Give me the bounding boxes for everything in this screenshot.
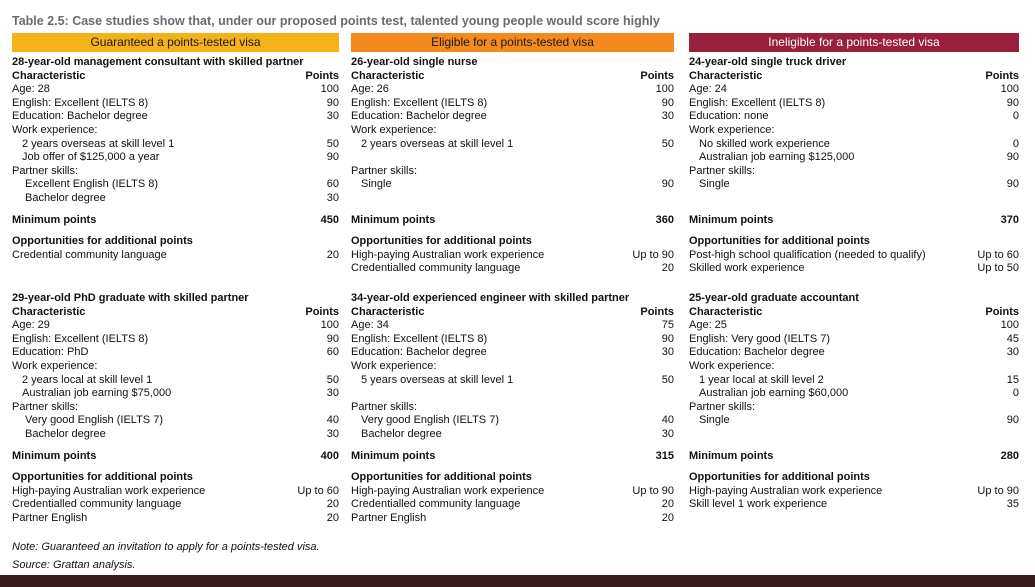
characteristic-row-label: Education: Bachelor degree xyxy=(351,346,487,359)
characteristic-row xyxy=(351,387,674,401)
characteristic-row xyxy=(12,401,339,415)
minimum-points-row xyxy=(12,450,339,464)
case-title xyxy=(689,292,1019,306)
column-labels xyxy=(689,306,1019,320)
opportunity-row-points: 35 xyxy=(1006,498,1019,511)
spacer xyxy=(12,463,339,471)
characteristic-row-points: 30 xyxy=(1006,346,1019,359)
characteristic-row-label: Very good English (IELTS 7) xyxy=(361,414,499,427)
characteristic-row xyxy=(351,97,674,111)
characteristic-row xyxy=(689,319,1019,333)
characteristic-row-label: Age: 34 xyxy=(351,319,389,332)
opportunity-row-label: Partner English xyxy=(12,511,88,524)
characteristic-row-label: Very good English (IELTS 7) xyxy=(25,414,163,427)
characteristic-row-label: Education: none xyxy=(689,110,769,123)
characteristic-row xyxy=(689,178,1019,192)
opportunity-row xyxy=(351,262,674,276)
minimum-points-row-label: Minimum points xyxy=(689,213,774,226)
characteristic-row-points: 90 xyxy=(1006,96,1019,109)
case-title xyxy=(12,56,339,70)
minimum-points-row-points: 315 xyxy=(655,449,674,462)
characteristic-row-points: 90 xyxy=(661,332,674,345)
case-title xyxy=(351,292,674,306)
characteristic-row-label: Australian job earning $75,000 xyxy=(22,387,172,400)
characteristic-row-points: 45 xyxy=(1006,332,1019,345)
minimum-points-row xyxy=(689,214,1019,228)
characteristic-row xyxy=(689,138,1019,152)
characteristic-row-label: Age: 29 xyxy=(12,319,50,332)
characteristic-row xyxy=(12,178,339,192)
characteristic-row xyxy=(351,138,674,152)
characteristic-row-label: 1 year local at skill level 2 xyxy=(699,373,824,386)
opportunities-heading xyxy=(689,235,1019,249)
opportunity-row xyxy=(351,498,674,512)
spacer xyxy=(689,206,1019,214)
characteristic-row-label: English: Excellent (IELTS 8) xyxy=(12,332,149,345)
characteristic-row xyxy=(689,360,1019,374)
spacer xyxy=(12,206,339,214)
opportunity-row-label: Credentialled community language xyxy=(351,498,521,511)
case-study xyxy=(12,292,339,526)
characteristic-row-points: 60 xyxy=(326,178,339,191)
characteristic-row-points: 100 xyxy=(655,83,674,96)
spacer xyxy=(689,227,1019,235)
characteristic-row xyxy=(351,374,674,388)
characteristic-row-points: 90 xyxy=(661,178,674,191)
characteristic-row-label: Work experience: xyxy=(689,359,775,372)
characteristic-row xyxy=(689,401,1019,415)
opportunity-row xyxy=(12,512,339,526)
opportunities-heading xyxy=(351,471,674,485)
characteristic-row-points: 15 xyxy=(1006,373,1019,386)
characteristic-row xyxy=(12,138,339,152)
characteristic-row-points: 0 xyxy=(1012,110,1019,123)
column-labels-label: Characteristic xyxy=(689,305,763,318)
opportunities-heading-label: Opportunities for additional points xyxy=(351,235,532,248)
opportunity-row-points: Up to 60 xyxy=(977,248,1019,261)
characteristic-row xyxy=(689,414,1019,428)
case-study xyxy=(689,56,1019,276)
opportunity-row-label: High-paying Australian work experience xyxy=(689,484,883,497)
case-title-label: 26-year-old single nurse xyxy=(351,56,478,68)
characteristic-row xyxy=(689,387,1019,401)
spacer xyxy=(12,442,339,450)
opportunities-heading xyxy=(12,235,339,249)
opportunities-heading xyxy=(689,471,1019,485)
characteristic-row xyxy=(351,319,674,333)
opportunity-row-label: Skilled work experience xyxy=(689,262,805,275)
opportunities-heading-label: Opportunities for additional points xyxy=(689,471,870,484)
characteristic-row-label: Australian job earning $60,000 xyxy=(699,387,849,400)
characteristic-row-label: Education: Bachelor degree xyxy=(689,346,825,359)
characteristic-row-label: Partner skills: xyxy=(689,400,756,413)
minimum-points-row-label: Minimum points xyxy=(689,449,774,462)
characteristic-row-label: No skilled work experience xyxy=(699,137,830,150)
characteristic-row xyxy=(12,333,339,347)
column-labels-points: Points xyxy=(640,69,674,82)
spacer xyxy=(351,442,674,450)
opportunity-row xyxy=(12,485,339,499)
characteristic-row xyxy=(351,83,674,97)
characteristic-row-points: 100 xyxy=(1000,83,1019,96)
characteristic-row xyxy=(12,360,339,374)
column-labels xyxy=(351,70,674,84)
characteristic-row xyxy=(12,151,339,165)
opportunity-row-label: High-paying Australian work experience xyxy=(351,248,545,261)
characteristic-row xyxy=(12,124,339,138)
opportunity-row-points: 20 xyxy=(661,262,674,275)
characteristic-row-points: 30 xyxy=(326,110,339,123)
characteristic-row-label: Job offer of $125,000 a year xyxy=(22,151,160,164)
characteristic-row-points: 30 xyxy=(326,427,339,440)
characteristic-row-points: 90 xyxy=(1006,178,1019,191)
characteristic-row xyxy=(689,428,1019,442)
characteristic-row xyxy=(689,165,1019,179)
case-title xyxy=(12,292,339,306)
case-title xyxy=(689,56,1019,70)
characteristic-row xyxy=(12,414,339,428)
spacer xyxy=(351,463,674,471)
characteristic-row xyxy=(351,178,674,192)
characteristic-row xyxy=(12,110,339,124)
opportunity-row xyxy=(12,498,339,512)
characteristic-row-label: Work experience: xyxy=(12,123,98,136)
case-study xyxy=(689,292,1019,512)
column-header-guaranteed: Guaranteed a points-tested visa xyxy=(12,33,339,52)
opportunity-row-points: 20 xyxy=(326,248,339,261)
column-labels-points: Points xyxy=(305,305,339,318)
column-header-ineligible: Ineligible for a points-tested visa xyxy=(689,33,1019,52)
opportunity-row-points: 20 xyxy=(326,511,339,524)
characteristic-row xyxy=(689,97,1019,111)
characteristic-row-label: 2 years overseas at skill level 1 xyxy=(22,137,175,150)
characteristic-row xyxy=(351,360,674,374)
minimum-points-row-label: Minimum points xyxy=(12,213,97,226)
minimum-points-row-points: 400 xyxy=(320,449,339,462)
characteristic-row xyxy=(351,346,674,360)
column-labels-label: Characteristic xyxy=(12,69,86,82)
minimum-points-row-label: Minimum points xyxy=(351,213,436,226)
minimum-points-row xyxy=(351,450,674,464)
characteristic-row-label: Partner skills: xyxy=(12,164,79,177)
characteristic-row-label: Bachelor degree xyxy=(361,427,442,440)
characteristic-row xyxy=(351,192,674,206)
case-study xyxy=(351,292,674,526)
opportunity-row xyxy=(689,498,1019,512)
characteristic-row xyxy=(12,428,339,442)
characteristic-row-points: 30 xyxy=(326,191,339,204)
characteristic-row xyxy=(689,192,1019,206)
column-labels xyxy=(12,70,339,84)
characteristic-row xyxy=(689,346,1019,360)
characteristic-row-points: 50 xyxy=(326,137,339,150)
minimum-points-row-points: 360 xyxy=(655,213,674,226)
opportunities-heading-label: Opportunities for additional points xyxy=(689,235,870,248)
characteristic-row-label: English: Excellent (IELTS 8) xyxy=(351,332,488,345)
characteristic-row xyxy=(351,151,674,165)
opportunities-heading xyxy=(351,235,674,249)
minimum-points-row-label: Minimum points xyxy=(351,449,436,462)
characteristic-row xyxy=(12,165,339,179)
table-note: Note: Guaranteed an invitation to apply for a points-tested visa. xyxy=(12,541,320,553)
characteristic-row-label: English: Excellent (IELTS 8) xyxy=(12,96,149,109)
characteristic-row-label: Age: 25 xyxy=(689,319,727,332)
characteristic-row-label: Work experience: xyxy=(689,123,775,136)
case-title-label: 24-year-old single truck driver xyxy=(689,56,847,68)
table-source: Source: Grattan analysis. xyxy=(12,559,136,571)
column-labels-label: Characteristic xyxy=(351,69,425,82)
characteristic-row xyxy=(351,333,674,347)
characteristic-row xyxy=(12,97,339,111)
column-guaranteed xyxy=(12,33,339,524)
spacer xyxy=(689,442,1019,450)
table-title: Table 2.5: Case studies show that, under our proposed points test, talented young people would score highly xyxy=(12,14,660,28)
opportunity-row-label: Post-high school qualification (needed to qualify) xyxy=(689,248,926,261)
spacer xyxy=(351,227,674,235)
characteristic-row-label: Age: 26 xyxy=(351,83,389,96)
column-eligible xyxy=(351,33,674,524)
opportunity-row xyxy=(12,249,339,263)
case-study xyxy=(12,56,339,262)
column-header-eligible: Eligible for a points-tested visa xyxy=(351,33,674,52)
opportunity-row-points: Up to 90 xyxy=(977,484,1019,497)
characteristic-row-points: 30 xyxy=(661,110,674,123)
spacer xyxy=(351,206,674,214)
characteristic-row xyxy=(689,151,1019,165)
characteristic-row xyxy=(689,110,1019,124)
column-labels-label: Characteristic xyxy=(351,305,425,318)
opportunity-row-points: Up to 60 xyxy=(297,484,339,497)
case-title-label: 29-year-old PhD graduate with skilled partner xyxy=(12,292,249,304)
characteristic-row xyxy=(12,83,339,97)
opportunity-row xyxy=(351,512,674,526)
characteristic-row-label: Excellent English (IELTS 8) xyxy=(25,178,159,191)
column-ineligible xyxy=(689,33,1019,511)
characteristic-row-label: Education: Bachelor degree xyxy=(12,110,148,123)
characteristic-row-label: Partner skills: xyxy=(351,400,418,413)
opportunity-row-label: Credential community language xyxy=(12,248,167,261)
characteristic-row-label: Single xyxy=(361,178,392,191)
opportunity-row xyxy=(689,262,1019,276)
spacer xyxy=(12,227,339,235)
characteristic-row-points: 40 xyxy=(326,414,339,427)
opportunities-heading xyxy=(12,471,339,485)
opportunity-row-points: Up to 50 xyxy=(977,262,1019,275)
characteristic-row-points: 90 xyxy=(326,151,339,164)
column-labels-label: Characteristic xyxy=(12,305,86,318)
opportunity-row xyxy=(689,485,1019,499)
minimum-points-row-points: 280 xyxy=(1000,449,1019,462)
characteristic-row-points: 50 xyxy=(326,373,339,386)
characteristic-row-points: 40 xyxy=(661,414,674,427)
characteristic-row-label: Education: PhD xyxy=(12,346,89,359)
characteristic-row-label: Work experience: xyxy=(351,123,437,136)
opportunity-row-label: Credentialled community language xyxy=(12,498,182,511)
characteristic-row xyxy=(689,333,1019,347)
characteristic-row-points: 30 xyxy=(661,346,674,359)
column-labels-points: Points xyxy=(640,305,674,318)
characteristic-row xyxy=(689,374,1019,388)
spacer xyxy=(689,463,1019,471)
characteristic-row-label: 2 years local at skill level 1 xyxy=(22,373,153,386)
characteristic-row xyxy=(351,165,674,179)
characteristic-row xyxy=(689,124,1019,138)
characteristic-row-points: 50 xyxy=(661,137,674,150)
opportunity-row-points: Up to 90 xyxy=(632,484,674,497)
characteristic-row-label: English: Very good (IELTS 7) xyxy=(689,332,831,345)
characteristic-row-points: 0 xyxy=(1012,137,1019,150)
opportunities-heading-label: Opportunities for additional points xyxy=(12,235,193,248)
case-title xyxy=(351,56,674,70)
characteristic-row-points: 30 xyxy=(326,387,339,400)
characteristic-row xyxy=(12,346,339,360)
characteristic-row-label: Work experience: xyxy=(12,359,98,372)
opportunity-row xyxy=(351,249,674,263)
opportunity-row-label: Credentialled community language xyxy=(351,262,521,275)
bottom-bar xyxy=(0,575,1035,587)
characteristic-row-label: Age: 28 xyxy=(12,83,50,96)
characteristic-row-label: Partner skills: xyxy=(351,164,418,177)
characteristic-row-label: Partner skills: xyxy=(689,164,756,177)
characteristic-row-label: Single xyxy=(699,178,730,191)
opportunity-row-points: Up to 90 xyxy=(632,248,674,261)
characteristic-row-points: 100 xyxy=(1000,319,1019,332)
minimum-points-row xyxy=(12,214,339,228)
column-labels xyxy=(351,306,674,320)
characteristic-row xyxy=(12,374,339,388)
opportunity-row-label: Skill level 1 work experience xyxy=(689,498,828,511)
characteristic-row xyxy=(351,428,674,442)
case-title-label: 28-year-old management consultant with skilled partner xyxy=(12,56,304,68)
opportunities-heading-label: Opportunities for additional points xyxy=(351,471,532,484)
characteristic-row xyxy=(12,192,339,206)
characteristic-row xyxy=(689,83,1019,97)
characteristic-row-points: 75 xyxy=(661,319,674,332)
column-labels-points: Points xyxy=(985,69,1019,82)
minimum-points-row xyxy=(689,450,1019,464)
characteristic-row-points: 50 xyxy=(661,373,674,386)
minimum-points-row-label: Minimum points xyxy=(12,449,97,462)
opportunity-row-label: High-paying Australian work experience xyxy=(351,484,545,497)
characteristic-row xyxy=(12,319,339,333)
characteristic-row-label: Single xyxy=(699,414,730,427)
characteristic-row-label: Education: Bachelor degree xyxy=(351,110,487,123)
column-labels xyxy=(12,306,339,320)
characteristic-row-points: 100 xyxy=(320,83,339,96)
opportunity-row xyxy=(351,485,674,499)
characteristic-row-label: Partner skills: xyxy=(12,400,79,413)
opportunities-heading-label: Opportunities for additional points xyxy=(12,471,193,484)
characteristic-row-points: 90 xyxy=(661,96,674,109)
characteristic-row-label: 5 years overseas at skill level 1 xyxy=(361,373,514,386)
characteristic-row-points: 90 xyxy=(326,96,339,109)
characteristic-row-points: 90 xyxy=(1006,414,1019,427)
characteristic-row-points: 100 xyxy=(320,319,339,332)
characteristic-row-label: English: Excellent (IELTS 8) xyxy=(689,96,826,109)
characteristic-row-points: 60 xyxy=(326,346,339,359)
characteristic-row-label: Work experience: xyxy=(351,359,437,372)
opportunity-row-points: 20 xyxy=(661,498,674,511)
characteristic-row xyxy=(351,124,674,138)
characteristic-row-label: Bachelor degree xyxy=(25,427,106,440)
column-labels-label: Characteristic xyxy=(689,69,763,82)
characteristic-row xyxy=(351,110,674,124)
column-labels-points: Points xyxy=(985,305,1019,318)
minimum-points-row xyxy=(351,214,674,228)
characteristic-row-label: Australian job earning $125,000 xyxy=(699,151,855,164)
characteristic-row xyxy=(351,414,674,428)
opportunity-row-points: 20 xyxy=(661,511,674,524)
minimum-points-row-points: 370 xyxy=(1000,213,1019,226)
minimum-points-row-points: 450 xyxy=(320,213,339,226)
characteristic-row-label: 2 years overseas at skill level 1 xyxy=(361,137,514,150)
characteristic-row xyxy=(351,401,674,415)
characteristic-row-points: 0 xyxy=(1012,387,1019,400)
case-study xyxy=(351,56,674,276)
opportunity-row-label: Partner English xyxy=(351,511,427,524)
column-labels xyxy=(689,70,1019,84)
characteristic-row xyxy=(12,387,339,401)
characteristic-row-points: 90 xyxy=(326,332,339,345)
characteristic-row-label: Bachelor degree xyxy=(25,191,106,204)
case-title-label: 34-year-old experienced engineer with skilled partner xyxy=(351,292,630,304)
opportunity-row xyxy=(689,249,1019,263)
opportunity-row-label: High-paying Australian work experience xyxy=(12,484,206,497)
characteristic-row-label: English: Excellent (IELTS 8) xyxy=(351,96,488,109)
characteristic-row-label: Age: 24 xyxy=(689,83,727,96)
opportunity-row-points: 20 xyxy=(326,498,339,511)
column-labels-points: Points xyxy=(305,69,339,82)
characteristic-row-points: 90 xyxy=(1006,151,1019,164)
case-title-label: 25-year-old graduate accountant xyxy=(689,292,859,304)
characteristic-row-points: 30 xyxy=(661,427,674,440)
